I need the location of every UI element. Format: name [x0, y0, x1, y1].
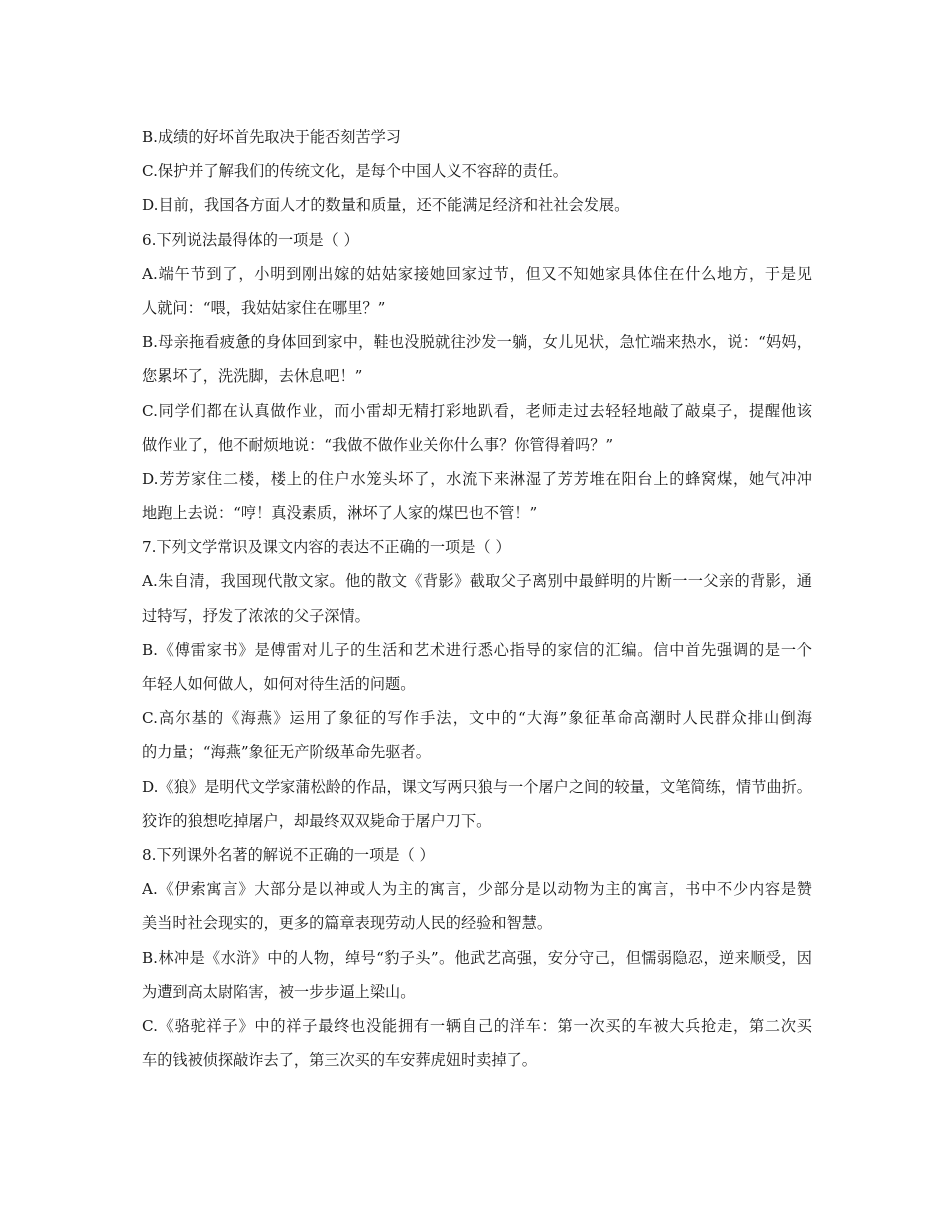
q8-option-a-line-2: 美当时社会现实的，更多的篇章表现劳动人民的经验和智慧。	[142, 914, 553, 933]
q8-option-b-line-2: 为遭到高太尉陷害，被一步步逼上梁山。	[142, 982, 416, 1001]
document-body	[142, 120, 812, 1077]
option-d-line: D.目前，我国各方面人才的数量和质量，还不能满足经济和社社会发展。	[142, 196, 630, 215]
q7-option-c-line-2: 的力量；“海燕”象征无产阶级革命先驱者。	[142, 743, 431, 762]
q6-option-c-line-1: C.同学们都在认真做作业，而小雷却无精打彩地趴看，老师走过去轻轻地敲了敲桌子，提醒他该	[142, 401, 812, 420]
option-b-line: B.成绩的好坏首先取决于能否刻苦学习	[142, 128, 401, 146]
q7-option-b-line-2: 年轻人如何做人，如何对待生活的问题。	[142, 675, 416, 693]
q6-option-a-line-1: A.端午节到了，小明到刚出嫁的姑姑家接她回家过节，但又不知她家具体住在什么地方，于是见	[142, 264, 812, 283]
q8-option-c-line-1: C.《骆驼祥子》中的祥子最终也没能拥有一辆自己的洋车：第一次买的车被大兵抢走，第二次买	[142, 1016, 812, 1035]
q6-option-d-line-1: D.芳芳家住二楼，楼上的住户水笼头坏了，水流下来淋湿了芳芳堆在阳台上的蜂窝煤，她气冲冲	[142, 469, 812, 488]
q7-option-b-line-1: B.《傅雷家书》是傅雷对儿子的生活和艺术进行悉心指导的家信的汇编。信中首先强调的是一个	[142, 640, 812, 659]
q8-option-c-line-2: 车的钱被侦探敲诈去了，第三次买的车安葬虎妞时卖掉了。	[142, 1051, 537, 1070]
q7-option-a-line-1: A.朱自清，我国现代散文家。他的散文《背影》截取父子离别中最鲜明的片断一一父亲的背影，通	[142, 572, 812, 591]
q7-option-d-line-2: 狡诈的狼想吃掉屠户，却最终双双毙命于屠户刀下。	[142, 811, 492, 830]
question-7-title: 7.下列文学常识及课文内容的表达不正确的一项是（ ）	[142, 538, 511, 557]
question-6-title: 6.下列说法最得体的一项是（ ）	[142, 230, 359, 249]
question-8-title: 8.下列课外名著的解说不正确的一项是（ ）	[142, 845, 435, 864]
option-c-line: C.保护并了解我们的传统文化，是每个中国人义不容辞的责任。	[142, 162, 568, 181]
q6-option-d-line-2: 地跑上去说：“哼！真没素质，淋坏了人家的煤巴也不管！”	[142, 504, 538, 523]
q7-option-c-line-1: C.高尔基的《海燕》运用了象征的写作手法，文中的“大海”象征革命高潮时人民群众排山倒海	[142, 709, 812, 728]
q6-option-c-line-2: 做作业了，他不耐烦地说：“我做不做作业关你什么事？你管得着吗？”	[142, 435, 614, 454]
q8-option-b-line-1: B.林冲是《水浒》中的人物，绰号“豹子头”。他武艺高强，安分守己，但懦弱隐忍，逆来顺受，因	[142, 948, 812, 967]
q6-option-b-line-2: 您累坏了，洗洗脚，去休息吧！”	[142, 367, 363, 386]
q8-option-a-line-1: A.《伊索寓言》大部分是以神或人为主的寓言，少部分是以动物为主的寓言，书中不少内容是赞	[142, 880, 812, 899]
q6-option-a-line-2: 人就问：“喂，我姑姑家住在哪里？”	[142, 298, 386, 317]
q6-option-b-line-1: B.母亲拖看疲惫的身体回到家中，鞋也没脱就往沙发一躺，女儿见状，急忙端来热水，说：“妈妈，	[142, 333, 812, 352]
q7-option-a-line-2: 过特写，抒发了浓浓的父子深情。	[142, 606, 370, 625]
q7-option-d-line-1: D.《狼》是明代文学家蒲松龄的作品，课文写两只狼与一个屠户之间的较量，文笔简练，情节曲折。	[142, 777, 812, 796]
